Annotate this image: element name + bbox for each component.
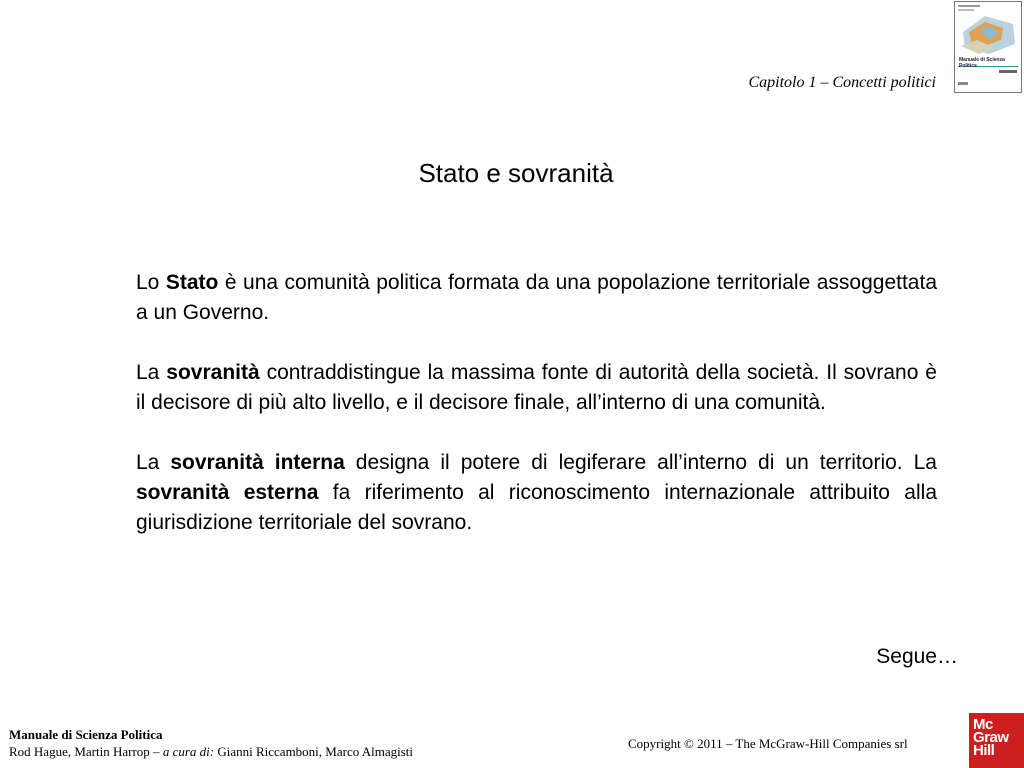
paragraph-stato [136,268,937,328]
mcgraw-hill-logo [969,713,1024,768]
slide-body [136,268,937,568]
key-term: sovranità esterna [136,481,319,504]
logo-line: Graw [973,729,1009,746]
key-term: sovranità interna [170,451,345,474]
editors: Gianni Riccamboni, Marco Almagisti [214,744,414,759]
copyright-notice: Copyright © 2011 – The McGraw-Hill Companies srl [628,736,908,751]
cover-title: Manuale di Scienza Politica [959,57,1005,69]
logo-line: Hill [973,742,995,759]
text-run: designa il potere di legiferare all’interno di un territorio. La [344,451,937,474]
slide-title: Stato e sovranità [418,158,614,188]
authors: Rod Hague, Martin Harrop – [9,744,163,759]
paragraph-sovranita-interna-esterna [136,448,937,538]
text-run: La [136,361,167,384]
text-run: Lo [136,271,166,294]
logo-line: Mc [973,716,993,733]
text-run: contraddistingue la massima fonte di autorità della società. Il sovrano è il decisore di più alto livello, e il decisore finale, all’interno di una comunità. [136,361,937,414]
text-run: La [136,451,171,474]
text-run: fa riferimento al riconoscimento internazionale attribuito alla giurisdizione territoriale del sovrano. [136,481,937,534]
continue-label: Segue… [876,645,958,668]
book-title: Manuale di Scienza Politica [9,727,163,742]
chapter-label: Capitolo 1 – Concetti politici [748,74,936,91]
book-cover-image [954,1,1022,93]
key-term: Stato [165,271,219,294]
paragraph-sovranita [136,358,937,418]
cover-map-illustration [955,2,1021,92]
book-credits [9,726,413,760]
curated-label: a cura di: [162,744,215,759]
key-term: sovranità [166,361,260,384]
text-run: è una comunità politica formata da una popolazione territoriale assoggettata a un Governo. [136,271,937,324]
authors-line [9,743,413,760]
